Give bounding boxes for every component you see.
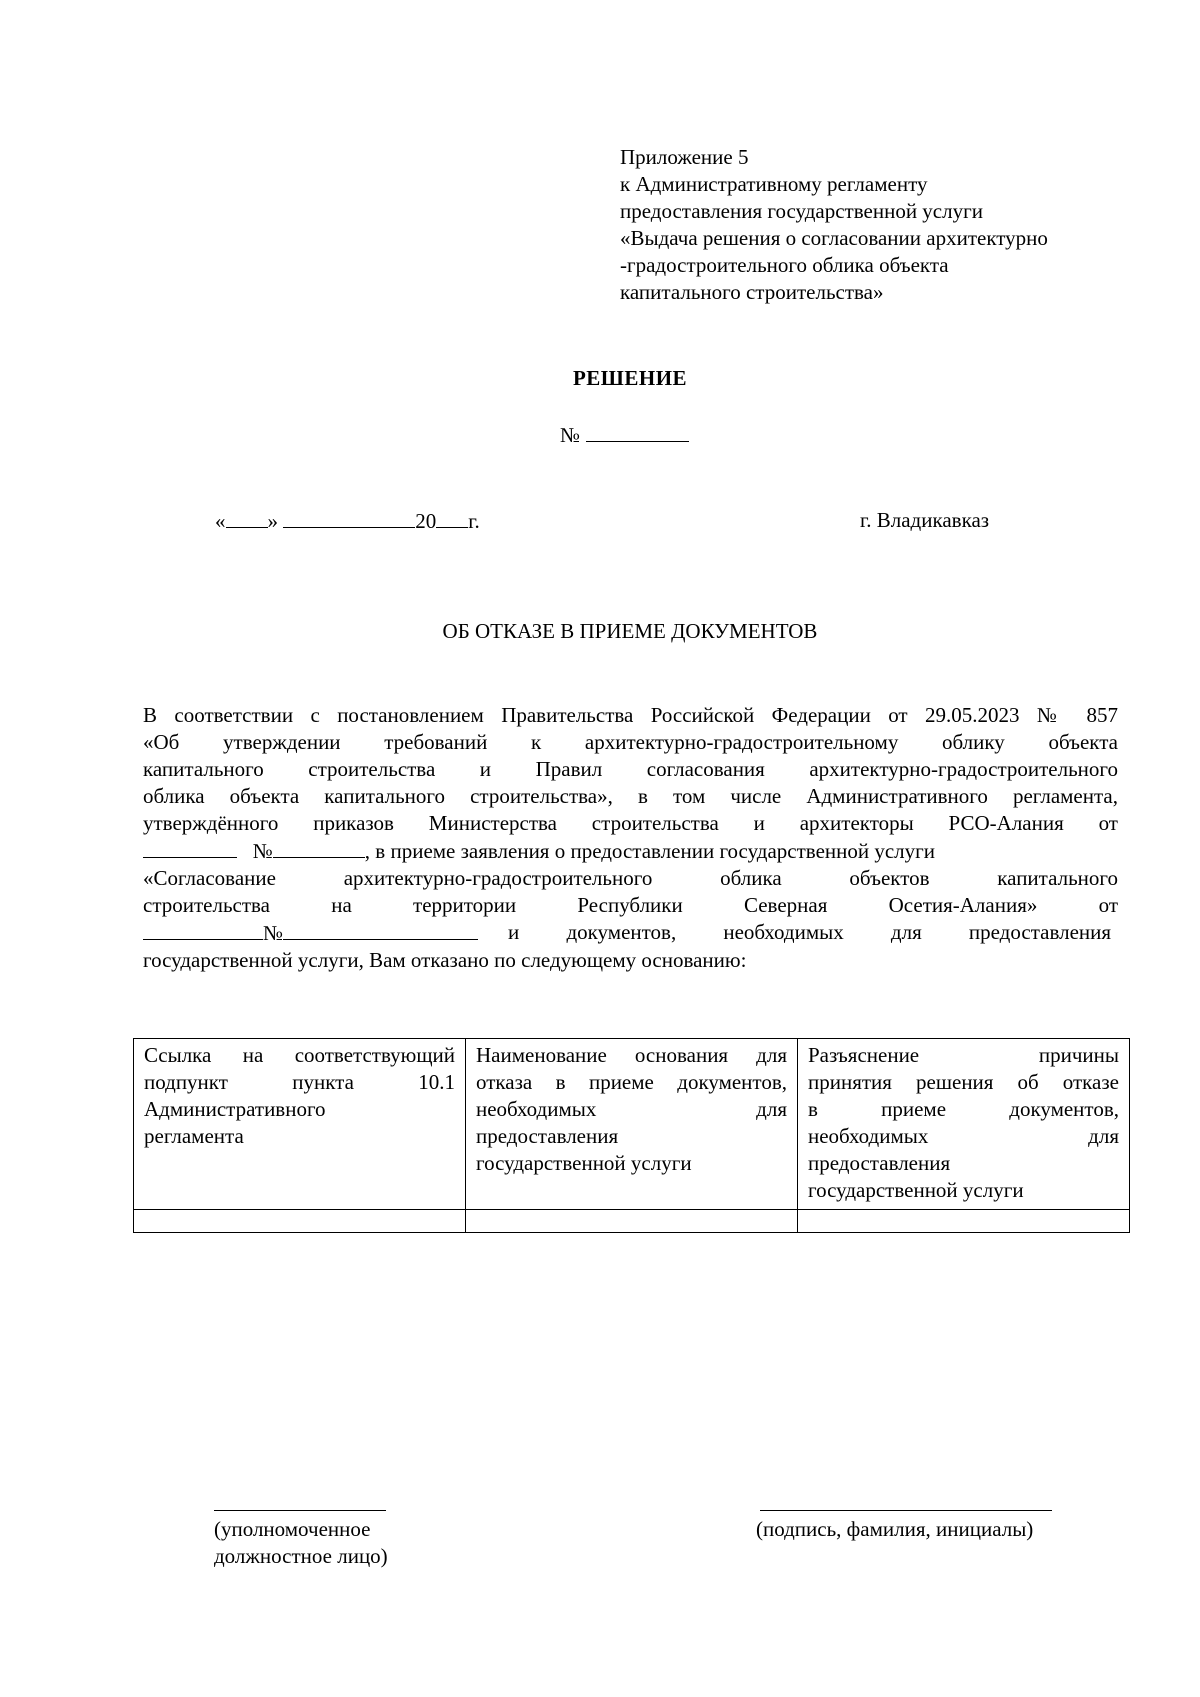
decision-number	[560, 421, 689, 449]
application-number-sign: №	[263, 921, 284, 945]
header-cell-explanation	[798, 1039, 1130, 1210]
official-caption	[214, 1516, 388, 1570]
cell-text: Административного	[144, 1097, 326, 1121]
appendix-line-3: предоставления государственной услуги	[620, 199, 983, 223]
city: г. Владикавказ	[860, 508, 990, 532]
cell-text: Наименование основания для	[476, 1043, 787, 1067]
month-blank[interactable]	[283, 507, 415, 528]
table-cell-empty[interactable]	[798, 1210, 1130, 1233]
document-title: РЕШЕНИЕ	[572, 366, 688, 390]
cell-text: регламента	[144, 1124, 244, 1148]
appendix-line-6: капитального строительства»	[620, 280, 884, 304]
cell-text: в приеме документов,	[808, 1097, 1119, 1121]
cell-text: принятия решения об отказе	[808, 1070, 1119, 1094]
official-caption-line-1: (уполномоченное	[214, 1517, 371, 1541]
cell-text: отказа в приеме документов,	[476, 1070, 787, 1094]
cell-text: государственной услуги	[476, 1151, 692, 1175]
body-paragraph	[143, 702, 1118, 974]
order-number-blank[interactable]	[273, 837, 365, 858]
day-blank[interactable]	[226, 507, 268, 528]
date-close-quote: »	[267, 509, 278, 533]
body-line-7: «Согласование архитектурно-градостроительного облика объектов капитального	[143, 866, 1118, 890]
cell-text: предоставления	[808, 1151, 951, 1175]
date-line	[215, 507, 480, 535]
official-signature-line[interactable]	[214, 1510, 386, 1511]
appendix-line-2: к Административному регламенту	[620, 172, 928, 196]
body-line-2: «Об утверждении требований к архитектурно-градостроительному облику объекта	[143, 730, 1118, 754]
number-sign: №	[560, 423, 581, 447]
body-line-3: капитального строительства и Правил согласования архитектурно-градостроительного	[143, 757, 1118, 781]
year-blank[interactable]	[436, 507, 468, 528]
body-line-9-rest: и документов, необходимых для предоставления	[508, 920, 1112, 944]
official-caption-line-2: должностное лицо)	[214, 1544, 388, 1568]
signature-caption: (подпись, фамилия, инициалы)	[756, 1517, 1034, 1541]
signature-name-line[interactable]	[760, 1510, 1052, 1511]
body-line-9	[143, 919, 1118, 947]
body-line-4: облика объекта капитального строительства», в том числе Административного регламента,	[143, 784, 1118, 808]
cell-text: Ссылка на соответствующий	[144, 1043, 455, 1067]
cell-text: государственной услуги	[808, 1178, 1024, 1202]
body-line-5: утверждённого приказов Министерства строительства и архитекторы РСО-Алания от	[143, 811, 1118, 835]
appendix-block	[620, 144, 1160, 306]
appendix-line-4: «Выдача решения о согласовании архитектурно	[620, 226, 1048, 250]
application-number-blank[interactable]	[283, 919, 478, 940]
cell-text: необходимых для	[476, 1097, 787, 1121]
appendix-line-1: Приложение 5	[620, 145, 749, 169]
table-header-row	[134, 1039, 1130, 1210]
refusal-grounds-table	[133, 1038, 1130, 1233]
header-cell-reference	[134, 1039, 466, 1210]
table-cell-empty[interactable]	[134, 1210, 466, 1233]
body-line-6	[143, 837, 1118, 865]
date-open-quote: «	[215, 509, 226, 533]
document-subtitle: ОБ ОТКАЗЕ В ПРИЕМЕ ДОКУМЕНТОВ	[442, 619, 818, 643]
year-suffix: г.	[468, 509, 480, 533]
order-date-blank[interactable]	[143, 837, 237, 858]
cell-text: необходимых для	[808, 1124, 1119, 1148]
body-line-10: государственной услуги, Вам отказано по следующему основанию:	[143, 948, 747, 972]
year-prefix: 20	[415, 509, 437, 533]
body-line-8: строительства на территории Республики Северная Осетия-Алания» от	[143, 893, 1118, 917]
number-blank[interactable]	[586, 421, 689, 442]
application-date-blank[interactable]	[143, 919, 263, 940]
order-number-sign: №	[252, 839, 273, 863]
appendix-line-5: -градостроительного облика объекта	[620, 253, 949, 277]
cell-text: предоставления	[476, 1124, 619, 1148]
cell-text: подпункт пункта 10.1	[144, 1070, 455, 1094]
table-row	[134, 1210, 1130, 1233]
header-cell-ground-name	[466, 1039, 798, 1210]
body-line-1: В соответствии с постановлением Правительства Российской Федерации от 29.05.2023 № 857	[143, 703, 1118, 727]
body-line-6-rest: , в приеме заявления о предоставлении государственной услуги	[364, 839, 936, 863]
cell-text: Разъяснение причины	[808, 1043, 1119, 1067]
table-cell-empty[interactable]	[466, 1210, 798, 1233]
